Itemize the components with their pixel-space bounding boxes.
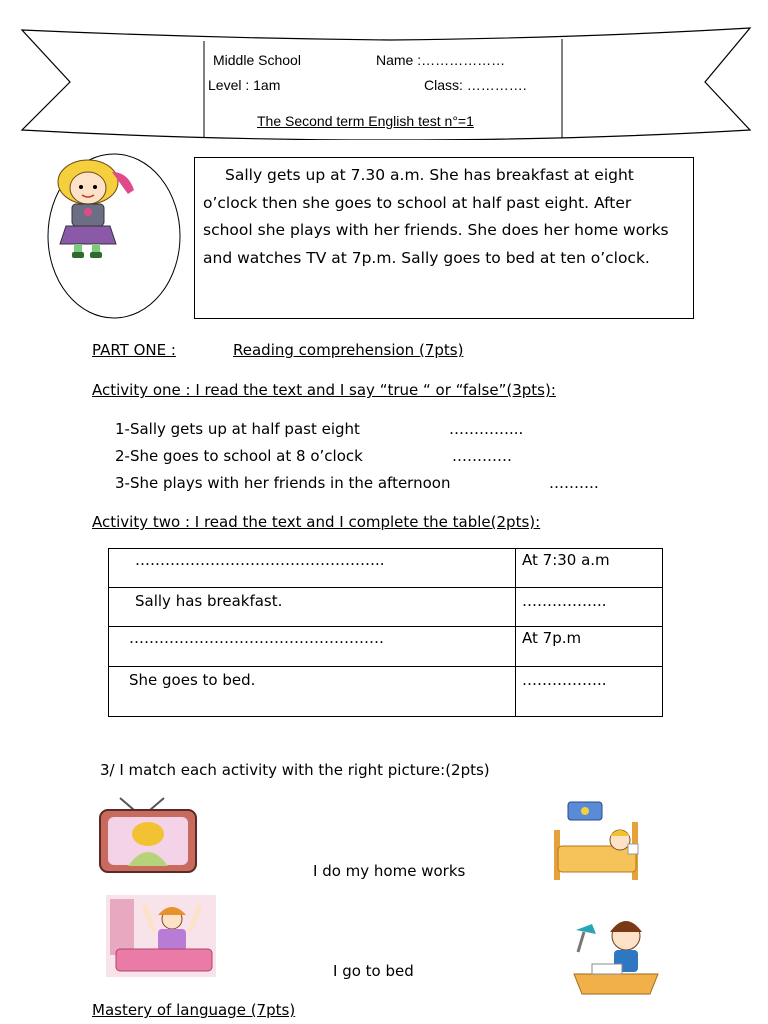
part-one-title: PART ONE : — [92, 341, 176, 359]
sleeping-picture — [548, 800, 644, 884]
tv-picture — [94, 796, 202, 878]
part-one-subtitle: Reading comprehension (7pts) — [233, 341, 464, 359]
match-phrase: I do my home works — [313, 862, 466, 880]
list-item: 1-Sally gets up at half past eight — [115, 420, 360, 438]
test-title: The Second term English test n°=1 — [257, 113, 474, 129]
table-row — [109, 549, 663, 588]
activity-two-title: Activity two : I read the text and I complete the table(2pts): — [92, 513, 541, 531]
table-row — [109, 667, 663, 717]
waking-picture — [106, 895, 216, 977]
table-cell-activity: She goes to bed. — [109, 667, 516, 717]
table-row — [109, 588, 663, 627]
level-label: Level : 1am — [208, 77, 281, 93]
completion-table — [108, 548, 663, 717]
match-phrase: I go to bed — [333, 962, 414, 980]
mastery-title: Mastery of language (7pts) — [92, 1001, 296, 1019]
list-item: 3-She plays with her friends in the afternoon — [115, 474, 451, 492]
table-cell-time: At 7p.m — [516, 627, 663, 667]
answer-blank: ………… — [452, 447, 512, 465]
table-cell-activity: …………………………………………… — [109, 627, 516, 667]
table-cell-time: At 7:30 a.m — [516, 549, 663, 588]
table-cell-activity: Sally has breakfast. — [109, 588, 516, 627]
table-row — [109, 627, 663, 667]
girl-illustration — [46, 150, 186, 320]
table-cell-time: …………….. — [516, 667, 663, 717]
answer-blank: …………... — [449, 420, 524, 438]
list-item: 2-She goes to school at 8 o’clock — [115, 447, 363, 465]
table-cell-time: …………….. — [516, 588, 663, 627]
class-field: Class: …………. — [424, 77, 527, 93]
activity-one-title: Activity one : I read the text and I say “true “ or “false”(3pts): — [92, 381, 556, 399]
answer-blank: ………. — [549, 474, 599, 492]
school-label: Middle School — [213, 52, 301, 68]
table-cell-activity: ………………………………………….. — [109, 549, 516, 588]
passage-text: Sally gets up at 7.30 a.m. She has breakfast at eight o’clock then she goes to school at half past eight. After school she plays with her friends. She does her home works and watches TV at 7p.m. Sally goes to bed at ten o’clock. — [203, 166, 669, 267]
activity-three-title: 3/ I match each activity with the right picture:(2pts) — [100, 761, 490, 779]
name-field: Name :……………… — [376, 52, 506, 68]
homework-picture — [570, 912, 662, 1000]
reading-passage — [194, 157, 694, 319]
